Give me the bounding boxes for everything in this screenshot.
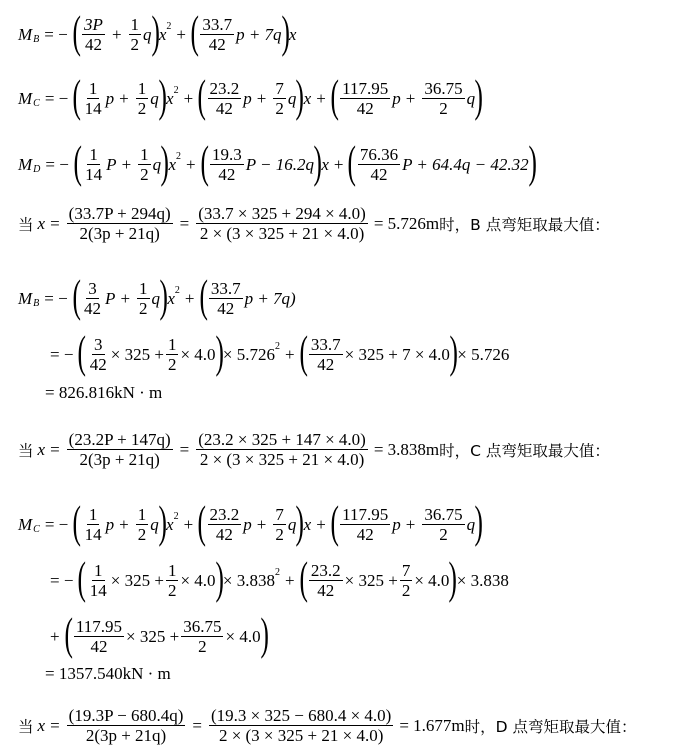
fraction: 33.7 42 bbox=[202, 15, 233, 54]
eq-mc-general: M C = − ( 1 14 p + $\frac{1}{2}$ q ) x 2 + ( 23.2 42 p + $\frac{7}{2}$ q ) x + ( 117.95 42 p + $\frac{36.75}{2}$ q ) bbox=[18, 70, 483, 121]
mc-calc-row3: + ( $\frac{117.95}{42}$ × 325 + $\frac{36.75}{2}$ × 4.0 ) bbox=[50, 608, 269, 659]
fraction: 3P 42 bbox=[84, 15, 103, 54]
xd-condition: 当 x = $\frac{(19.3P - 680.4q)}{2(3p + 21q)}$ = $\frac{(19.3 \times 325 - 680.4 \times 4.0)}{2 \times (3 \times 325 + 21 \times 4.0)}$ = 1.677m 时，D 点弯矩取最大值： bbox=[18, 706, 637, 745]
mb-calc-row1: M B = − ( 3 42 P + $\frac{1}{2}$ q ) x 2 + ( 33.7 42 p + 7q) bbox=[18, 270, 296, 321]
mc-calc-row1: M C = − ( 1 14 p + $\frac{1}{2}$ q ) x 2 + ( 23.2 42 p + $\frac{7}{2}$ q ) x + ( 117.95 42 p + $\frac{36.75}{2}$ q ) bbox=[18, 496, 483, 547]
xb-condition: 当 x = $\frac{(33.7P + 294q)}{2(3p + 21q)}$ = $\frac{(33.7 \times 325 + 294 \times 4.0)}{2 \times (3 \times 325 + 21 \times 4.0)}$ = 5.726m 时，B 点弯矩取最大值： bbox=[18, 204, 610, 243]
fraction: $\frac{1}{2}$ bbox=[130, 15, 140, 54]
symbol-m: M bbox=[18, 24, 33, 44]
eq-mb-general: M B = − ( 3P 42 + $\frac{1}{2}$ q ) x 2 + ( 33.7 42 p + 7q ) x bbox=[18, 6, 297, 57]
eq-md-general: M D = − ( 1 14 P + $\frac{1}{2}$ q ) x 2 + ( 19.3 42 P − 16.2q ) x + ( 76.36 42 P + 64.4q − 42.32 ) bbox=[18, 136, 537, 187]
mb-result: = 826.816kN · m bbox=[45, 383, 163, 402]
mc-calc-row2: = − ( $\frac{1}{14}$ × 325 + $\frac{1}{2}$ × 4.0 ) × 3.838 2 + ( $\frac{23.2}{42}$ × 325 + $\frac{7}{2}$ × 4.0 ) × 3.838 bbox=[50, 552, 509, 603]
subscript: B bbox=[33, 34, 40, 45]
mc-result: = 1357.540kN · m bbox=[45, 664, 171, 683]
xc-condition: 当 x = $\frac{(23.2P + 147q)}{2(3p + 21q)}$ = $\frac{(23.2 \times 325 + 147 \times 4.0)}{2 \times (3 \times 325 + 21 \times 4.0)}$ = 3.838m 时，C 点弯矩取最大值： bbox=[18, 430, 610, 469]
mb-calc-row2: = − ( $\frac{3}{42}$ × 325 + $\frac{1}{2}$ × 4.0 ) × 5.726 2 + ( $\frac{33.7}{42}$ × 325 + 7 × 4.0 ) × 5.726 bbox=[50, 326, 510, 377]
